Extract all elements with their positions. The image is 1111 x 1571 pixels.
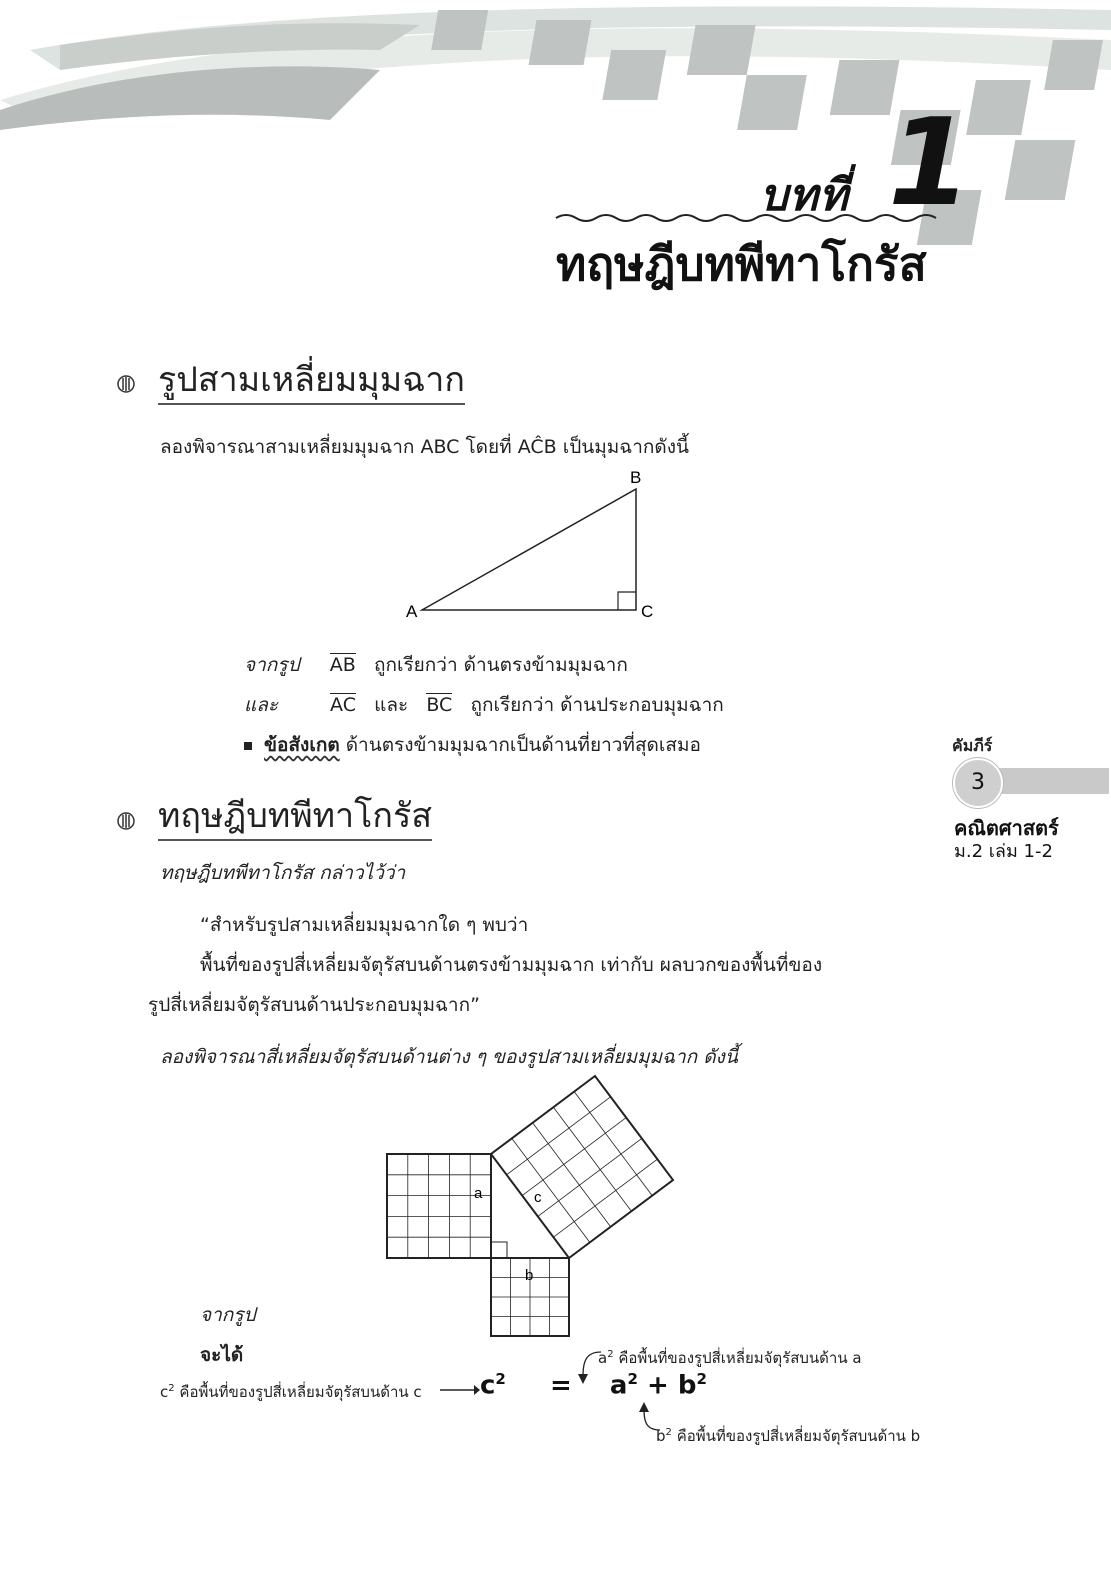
from-figure-label: จากรูป xyxy=(200,1304,256,1326)
chapter-label: บทที่ xyxy=(760,170,849,221)
line2-and: และ xyxy=(374,694,409,716)
arrow-right-icon xyxy=(438,1382,480,1398)
square-label-b: b xyxy=(525,1267,534,1284)
note-a-exponent: 2 xyxy=(607,1349,614,1360)
eq-equals: = xyxy=(549,1370,572,1401)
consider-text: ลองพิจารณาสี่เหลี่ยมจัตุรัสบนด้านต่าง ๆ ของรูปสามเหลี่ยมมุมฉาก ดังนี้ xyxy=(160,1046,738,1068)
eq-c-exponent: 2 xyxy=(495,1370,506,1388)
square-label-c: c xyxy=(534,1189,542,1206)
section-title-right-triangle: รูปสามเหลี่ยมมุมฉาก xyxy=(158,360,465,405)
sidetab-book-label: คัมภีร์ xyxy=(952,736,993,755)
sidetab-book-number: 3 xyxy=(953,758,1003,808)
segment-bc: BC xyxy=(426,694,453,716)
quote-line-1: “สำหรับรูปสามเหลี่ยมมุมฉากใด ๆ พบว่า xyxy=(200,914,529,936)
eq-plus: + xyxy=(646,1370,669,1401)
section1-intro: ลองพิจารณาสามเหลี่ยมมุมฉาก ABC โดยที่ AĈB เป็นมุมฉากดังนี้ xyxy=(160,436,690,458)
note-b-exponent: 2 xyxy=(665,1427,672,1438)
note-b xyxy=(656,1424,920,1448)
bullet-icon xyxy=(117,375,135,393)
line2-lead: และ xyxy=(244,694,279,716)
line1 xyxy=(244,650,628,680)
get-label: จะได้ xyxy=(200,1344,244,1366)
sidetab-grade: ม.2 เล่ม 1-2 xyxy=(954,841,1053,862)
square-bullet-icon xyxy=(244,742,252,750)
chapter-number: 1 xyxy=(888,94,972,233)
square-label-a: a xyxy=(474,1185,483,1202)
pythagoras-squares-figure xyxy=(380,1070,690,1345)
line1-text: ถูกเรียกว่า ด้านตรงข้ามมุมฉาก xyxy=(373,654,628,676)
sidetab-subject: คณิตศาสตร์ xyxy=(954,816,1059,840)
quote-line-2: พื้นที่ของรูปสี่เหลี่ยมจัตุรัสบนด้านตรงข้ามมุมฉาก เท่ากับ ผลบวกของพื้นที่ของ xyxy=(200,954,823,976)
eq-b: b xyxy=(677,1370,697,1401)
note-b-var: b xyxy=(656,1427,666,1445)
bullet-icon xyxy=(117,812,135,830)
quote-line-3: รูปสี่เหลี่ยมจัตุรัสบนด้านประกอบมุมฉาก” xyxy=(148,994,480,1016)
vertex-label-b: B xyxy=(630,468,642,487)
curved-arrow-a-icon xyxy=(575,1346,608,1386)
vertex-label-c: C xyxy=(641,602,654,621)
vertex-label-a: A xyxy=(406,602,418,621)
segment-ab: AB xyxy=(329,654,356,676)
note-c-exponent: 2 xyxy=(168,1383,175,1394)
eq-a: a xyxy=(609,1370,628,1401)
observation-text: ด้านตรงข้ามมุมฉากเป็นด้านที่ยาวที่สุดเสมอ xyxy=(345,734,701,756)
observation xyxy=(244,730,701,760)
eq-b-exponent: 2 xyxy=(696,1370,707,1388)
right-triangle-figure xyxy=(400,465,670,625)
theorem-lead: ทฤษฎีบทพีทาโกรัส กล่าวไว้ว่า xyxy=(160,862,406,884)
line2-text: ถูกเรียกว่า ด้านประกอบมุมฉาก xyxy=(470,694,724,716)
segment-ac: AC xyxy=(330,694,356,716)
line2 xyxy=(244,690,724,720)
note-b-text: คือพื้นที่ของรูปสี่เหลี่ยมจัตุรัสบนด้าน b xyxy=(676,1427,921,1445)
note-c-text: คือพื้นที่ของรูปสี่เหลี่ยมจัตุรัสบนด้าน c xyxy=(179,1383,422,1401)
note-c xyxy=(160,1380,422,1404)
note-a-text: คือพื้นที่ของรูปสี่เหลี่ยมจัตุรัสบนด้าน a xyxy=(618,1349,862,1367)
eq-c: c xyxy=(480,1370,496,1401)
eq-a-exponent: 2 xyxy=(627,1370,638,1388)
section-title-pythagoras: ทฤษฎีบทพีทาโกรัส xyxy=(158,796,432,841)
line1-lead: จากรูป xyxy=(244,654,300,676)
note-a xyxy=(598,1346,862,1370)
note-c-var: c xyxy=(160,1383,169,1401)
chapter-title: ทฤษฎีบทพีทาโกรัส xyxy=(556,237,927,291)
note-a-var: a xyxy=(598,1349,608,1367)
observation-label: ข้อสังเกต xyxy=(264,734,340,756)
